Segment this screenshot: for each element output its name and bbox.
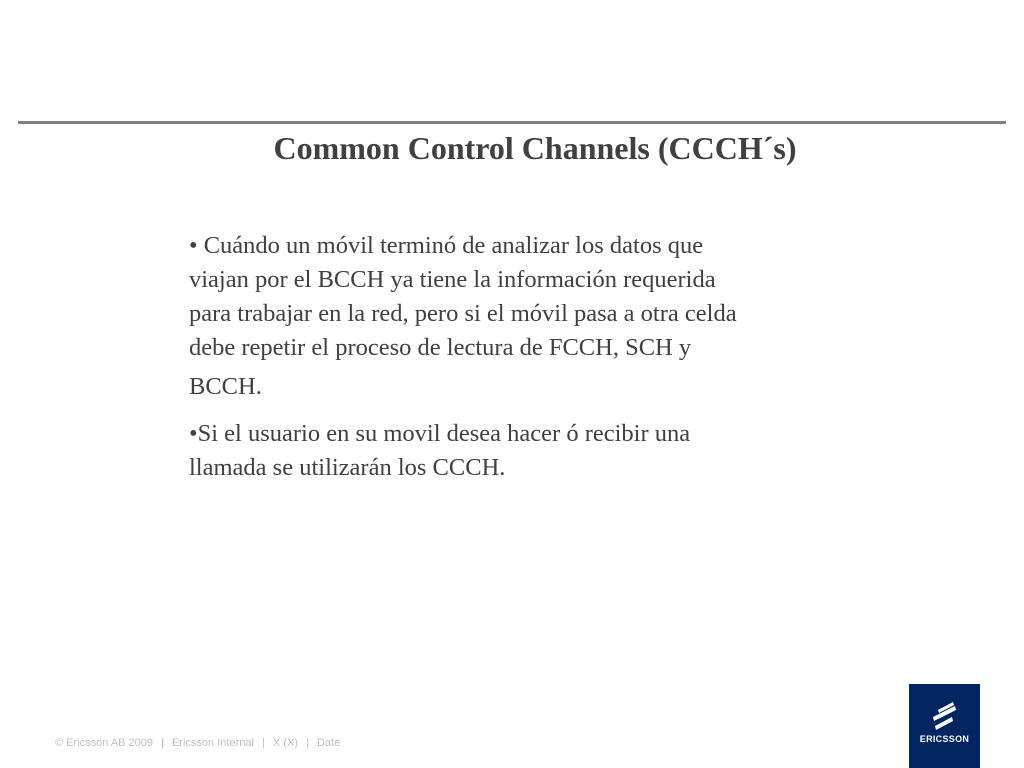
footer-separator: | [261, 737, 265, 749]
paragraph-line: viajan por el BCCH ya tiene la información requerida [189, 266, 716, 293]
footer-separator: | [161, 737, 164, 749]
title-divider [18, 121, 1006, 124]
paragraph-line: • Cuándo un móvil terminó de analizar los datos que [189, 232, 704, 259]
slide-footer [55, 737, 340, 749]
footer-classification: Ericsson Internal [171, 737, 254, 749]
paragraph-line: BCCH. [189, 373, 262, 400]
footer-doc-number: X (X) [272, 737, 298, 749]
slide-body [189, 229, 839, 485]
footer-copyright: © Ericsson AB 2009 [55, 737, 153, 749]
slide-title: Common Control Channels (CCCH´s) [273, 130, 797, 166]
paragraph-line: •Si el usuario en su movil desea hacer ó recibir una [189, 420, 691, 447]
paragraph-analysis [189, 229, 839, 404]
paragraph-line: llamada se utilizarán los CCCH. [189, 454, 506, 481]
paragraph-line: para trabajar en la red, pero si el móvil pasa a otra celda [189, 300, 737, 327]
footer-separator: | [306, 737, 309, 749]
paragraph-line: debe repetir el proceso de lectura de FCCH, SCH y [189, 334, 692, 361]
footer-date: Date [316, 737, 341, 749]
ericsson-logo-icon [909, 684, 980, 734]
paragraph-call [189, 417, 839, 485]
ericsson-logo [909, 684, 980, 768]
logo-wordmark: ERICSSON [919, 734, 970, 744]
